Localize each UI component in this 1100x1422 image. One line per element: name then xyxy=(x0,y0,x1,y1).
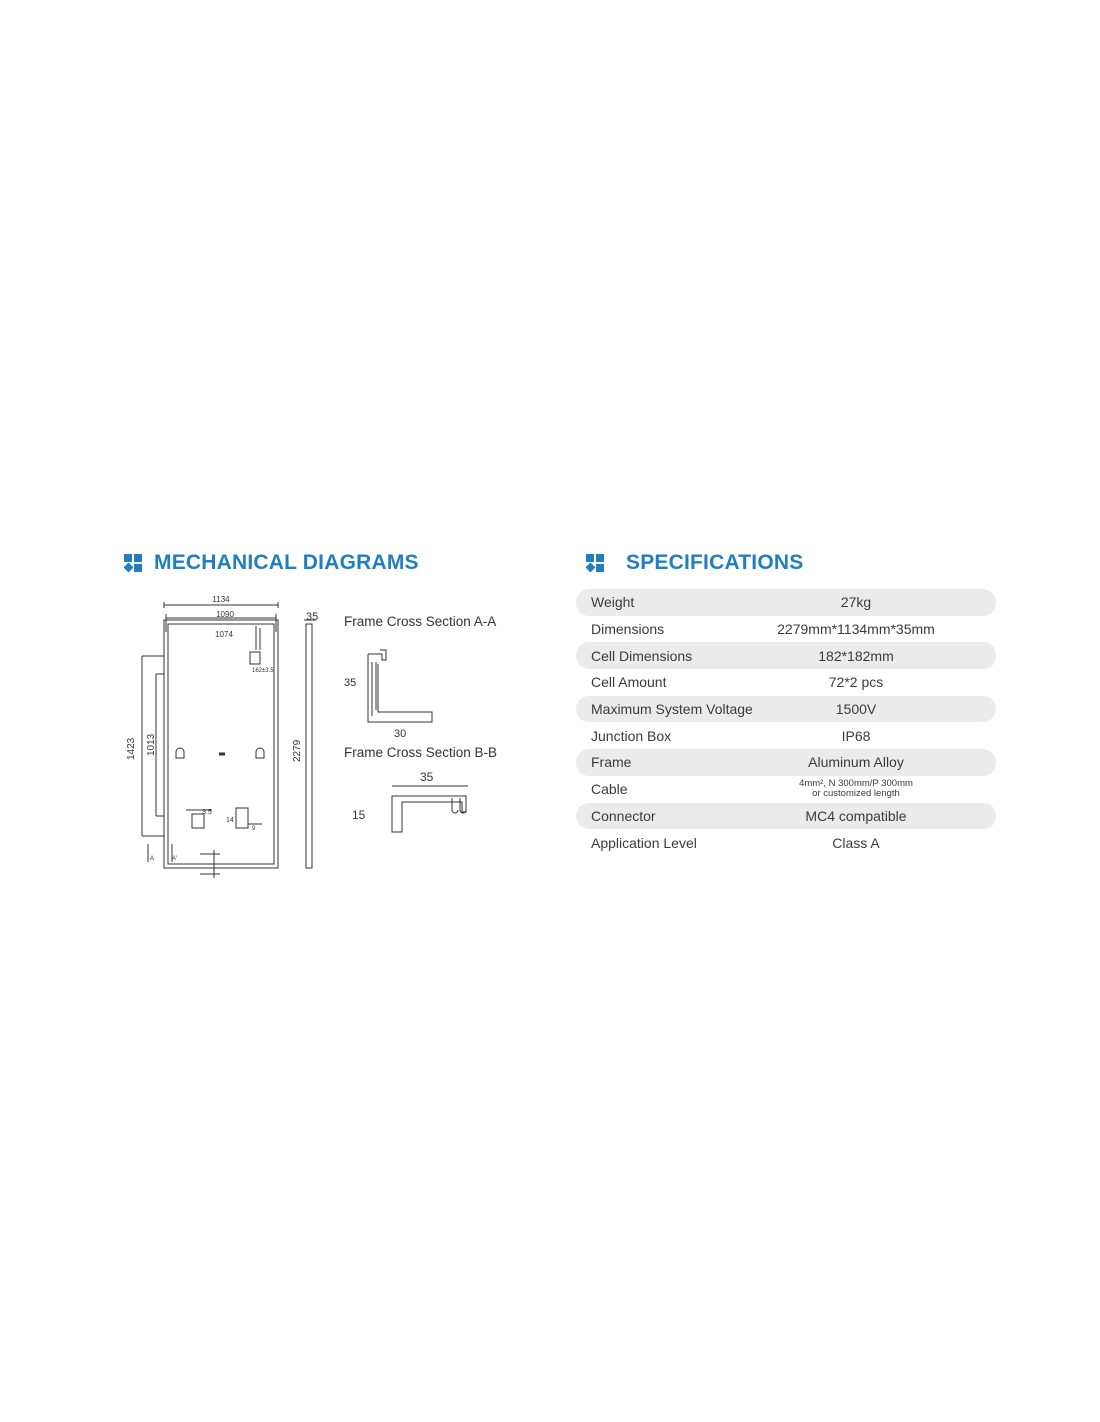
spec-value xyxy=(756,779,996,799)
label-a-prime: A' xyxy=(172,856,178,862)
dim-1090: 1090 xyxy=(216,610,234,619)
specifications-title: SPECIFICATIONS xyxy=(626,551,804,574)
spec-row xyxy=(576,642,996,669)
dim-35: 35 xyxy=(306,611,319,623)
mechanical-diagrams-title: MECHANICAL DIAGRAMS xyxy=(154,551,419,574)
spec-value: Class A xyxy=(832,834,880,851)
spec-value: 182*182mm xyxy=(818,647,894,664)
spec-value: 72*2 pcs xyxy=(828,674,884,691)
specifications-heading xyxy=(586,551,803,575)
specifications-table xyxy=(576,589,996,856)
dim-1134: 1134 xyxy=(212,595,230,604)
spec-row xyxy=(576,803,996,830)
spec-row xyxy=(576,776,996,803)
spec-value: IP68 xyxy=(841,727,871,744)
spec-label: Frame xyxy=(591,754,632,771)
spec-row xyxy=(576,722,996,749)
dim-1013: 1013 xyxy=(146,733,157,756)
spec-row xyxy=(576,696,996,723)
spec-label: Cell Dimensions xyxy=(591,647,693,664)
spec-row xyxy=(576,749,996,776)
spec-label: Cable xyxy=(591,781,628,798)
dim-1423: 1423 xyxy=(126,737,137,760)
section-bb-label: Frame Cross Section B-B xyxy=(344,745,498,760)
mechanical-diagram xyxy=(120,592,520,897)
spec-label: Cell Amount xyxy=(591,674,667,691)
brand-squares-icon xyxy=(124,554,142,572)
spec-value: 2279mm*1134mm*35mm xyxy=(777,621,935,638)
section-aa-label: Frame Cross Section A-A xyxy=(344,614,497,629)
spec-label: Application Level xyxy=(591,834,697,851)
section-bb-height: 15 xyxy=(352,808,366,822)
mechanical-diagrams-heading xyxy=(124,551,419,575)
spec-value: MC4 compatible xyxy=(805,807,907,824)
spec-label: Weight xyxy=(591,594,635,611)
dim-jbox: 162±3.5 xyxy=(252,668,274,674)
spec-label: Dimensions xyxy=(591,621,665,638)
spec-row xyxy=(576,589,996,616)
spec-row xyxy=(576,616,996,643)
section-bb-width: 35 xyxy=(420,770,434,784)
dim-3-5: 3.5 xyxy=(202,809,212,816)
dim-2279: 2279 xyxy=(292,739,303,762)
module-drawing xyxy=(120,592,520,892)
dim-9: 9 xyxy=(252,826,256,832)
spec-label: Junction Box xyxy=(591,727,672,744)
spec-row xyxy=(576,669,996,696)
spec-label: Connector xyxy=(591,807,656,824)
dim-1074: 1074 xyxy=(215,630,233,639)
label-a: A xyxy=(150,856,155,862)
brand-squares-icon xyxy=(586,554,604,572)
spec-value: 1500V xyxy=(835,701,877,718)
spec-value: Aluminum Alloy xyxy=(808,754,904,771)
spec-label: Maximum System Voltage xyxy=(591,701,753,718)
section-aa-width: 30 xyxy=(394,728,407,740)
cable-spec-line-2: or customized length xyxy=(812,788,900,800)
section-aa-height: 35 xyxy=(344,677,357,689)
spec-value: 27kg xyxy=(840,594,872,611)
dim-14: 14 xyxy=(226,817,234,824)
spec-row xyxy=(576,829,996,856)
cable-spec-line-1: 4mm², N 300mm/P 300mm xyxy=(799,778,913,790)
